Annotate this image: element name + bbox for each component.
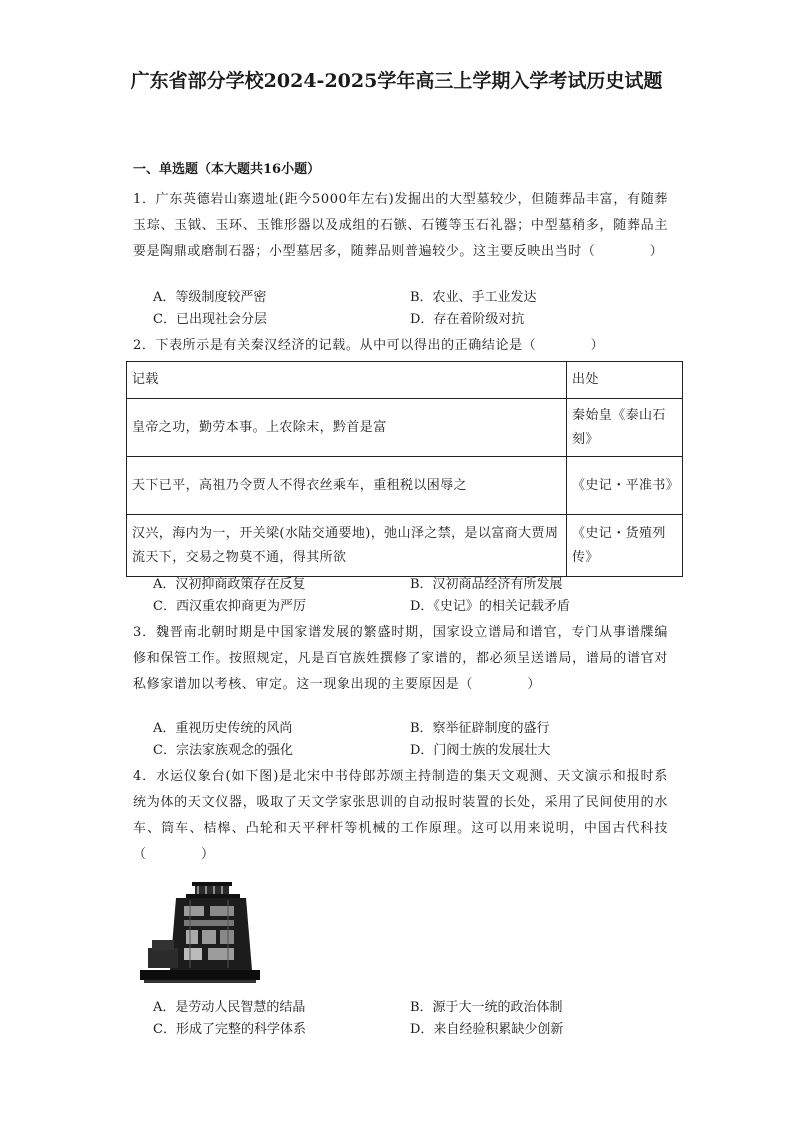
- table-row: [127, 457, 683, 515]
- table-cell-source: 秦始皇《泰山石刻》: [567, 399, 683, 457]
- table-header-row: [127, 362, 683, 399]
- table-row: [127, 515, 683, 577]
- question-3-options: [153, 718, 668, 762]
- question-2-options: [153, 574, 668, 618]
- option-c: C．西汉重农抑商更为严厉: [153, 599, 306, 614]
- table-cell-record: 汉兴，海内为一，开关梁(水陆交通要地)，弛山泽之禁，是以富商大贾周流天下，交易之物莫不通，得其所欲: [127, 515, 567, 577]
- table-row: [127, 399, 683, 457]
- records-table: [126, 361, 683, 577]
- option-b: B．源于大一统的政治体制: [410, 1000, 563, 1015]
- option-d: D．来自经验积累缺少创新: [410, 1022, 564, 1037]
- option-b: B．察举征辟制度的盛行: [410, 721, 550, 736]
- section-heading: 一、单选题（本大题共16小题）: [133, 162, 321, 177]
- option-b: B．汉初商品经济有所发展: [410, 577, 563, 592]
- option-d: D．《史记》的相关记载矛盾: [410, 599, 570, 614]
- table-header-source: 出处: [567, 362, 683, 399]
- table-cell-source: 《史记・平准书》: [567, 457, 683, 515]
- option-b: B．农业、手工业发达: [410, 290, 537, 305]
- option-a: A．是劳动人民智慧的结晶: [153, 1000, 306, 1015]
- question-4-text: 4．水运仪象台(如下图)是北宋中书侍郎苏颂主持制造的集天文观测、天文演示和报时系统为体的天文仪器，吸取了天文学家张思训的自动报时装置的长处，采用了民间使用的水车、筒车、桔槔、凸轮和天平秤杆等机械的工作原理。这可以用来说明，中国古代科技（ ）: [133, 769, 668, 862]
- table-cell-record: 天下已平，高祖乃令贾人不得衣丝乘车，重租税以困辱之: [127, 457, 567, 515]
- option-a: A．重视历史传统的风尚: [153, 721, 293, 736]
- table-cell-record: 皇帝之功，勤劳本事。上农除末，黔首是富: [127, 399, 567, 457]
- option-a: A．等级制度较严密: [153, 290, 267, 305]
- option-a: A．汉初抑商政策存在反复: [153, 577, 306, 592]
- table-cell-source: 《史记・货殖列传》: [567, 515, 683, 577]
- question-1-options: [153, 287, 668, 331]
- question-3-text: 3．魏晋南北朝时期是中国家谱发展的繁盛时期，国家设立谱局和谱官，专门从事谱牒编修和保管工作。按照规定，凡是百官族姓撰修了家谱的，都必须呈送谱局，谱局的谱官对私修家谱加以考核、审定。这一现象出现的主要原因是（ ）: [133, 625, 668, 692]
- question-1-text: 1．广东英德岩山寨遗址(距今5000年左右)发掘出的大型墓较少，但随葬品丰富，有随葬玉琮、玉钺、玉环、玉锥形器以及成组的石镞、石镬等玉石礼器；中型墓稍多，随葬品主要是陶鼎或磨制石器；小型墓居多，随葬品则普遍较少。这主要反映出当时（ ）: [133, 192, 668, 259]
- option-c: C．宗法家族观念的强化: [153, 743, 293, 758]
- question-2-text: 2．下表所示是有关秦汉经济的记载。从中可以得出的正确结论是（ ）: [133, 338, 605, 353]
- page-title: 广东省部分学校2024-2025学年高三上学期入学考试历史试题: [130, 70, 663, 92]
- question-4-options: [153, 997, 668, 1041]
- option-c: C．已出现社会分层: [153, 312, 267, 327]
- option-d: D．存在着阶级对抗: [410, 312, 525, 327]
- table-header-record: 记载: [127, 362, 567, 399]
- option-d: D．门阀士族的发展壮大: [410, 743, 551, 758]
- option-c: C．形成了完整的科学体系: [153, 1022, 306, 1037]
- astronomical-clock-tower-image: [140, 880, 260, 986]
